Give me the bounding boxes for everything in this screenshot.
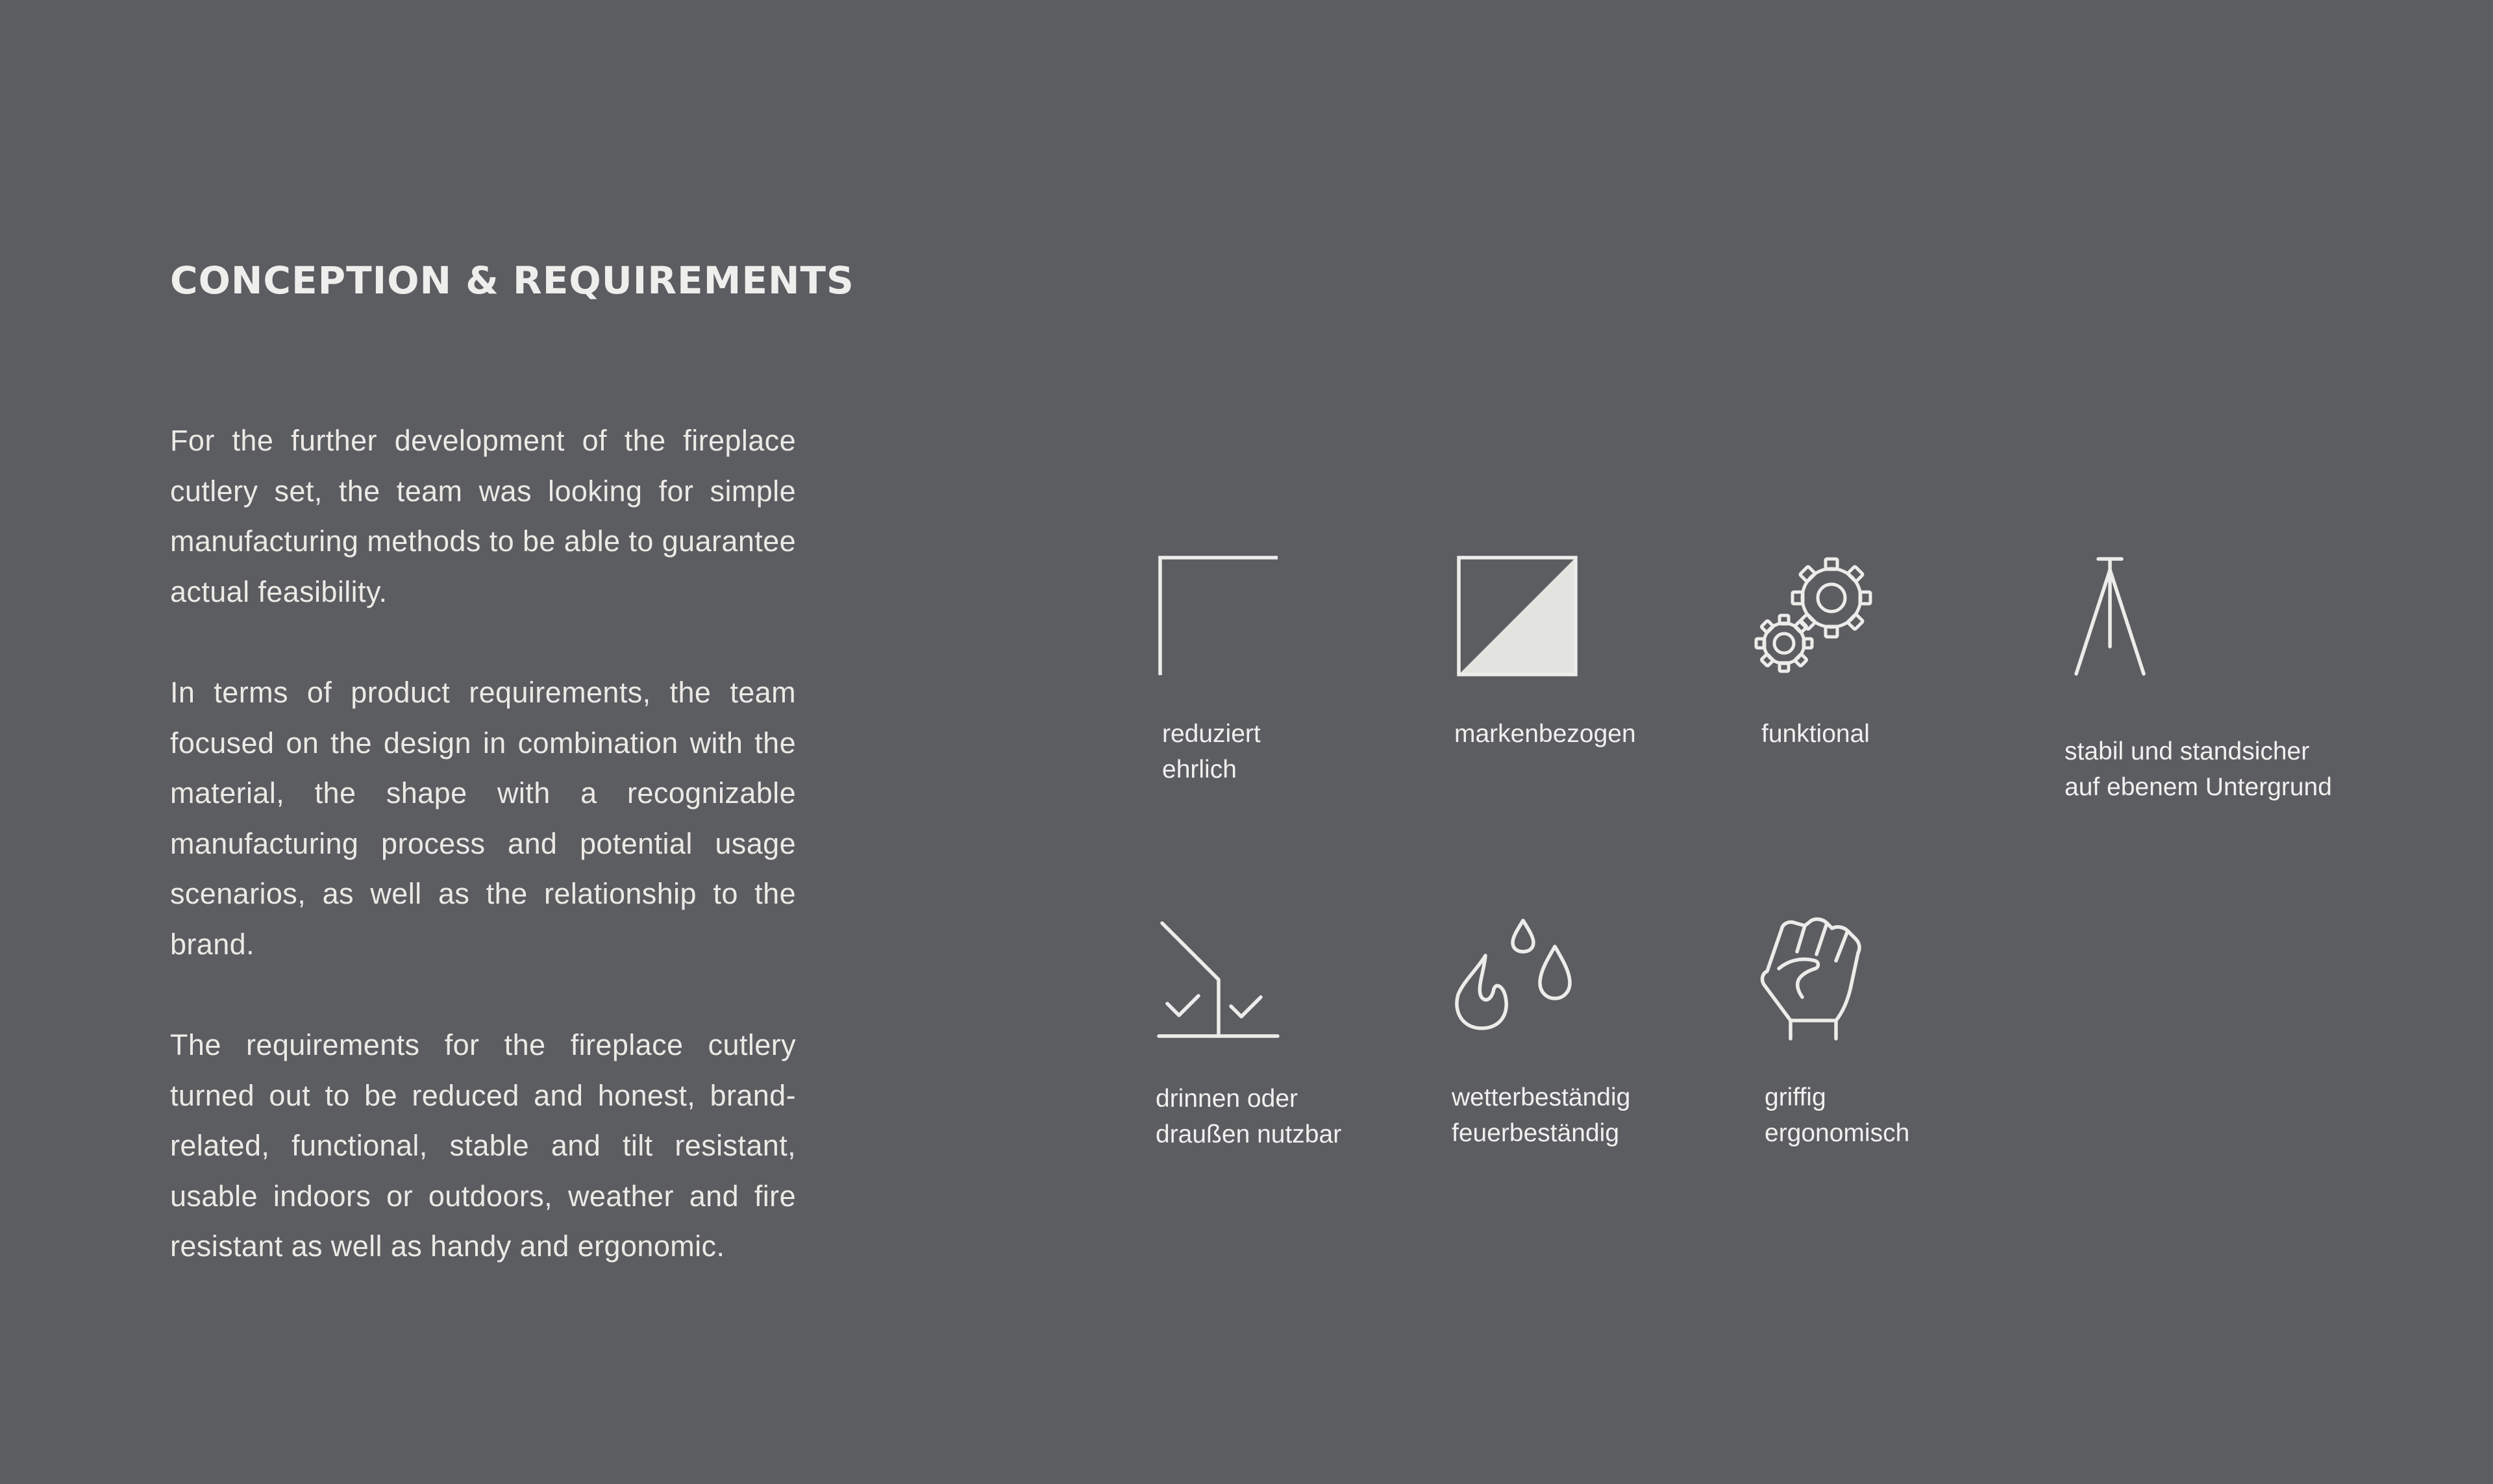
paragraph-cutlery-requirements: The requirements for the fireplace cutlery turned out to be reduced and honest, brand-related, functional, stable and tilt resistant, usable indoors or outdoors, weather and fire resistant as well as handy and ergonomic. [170, 1028, 796, 1263]
corner-icon [1158, 556, 1279, 676]
gears-icon [1755, 556, 1878, 676]
caption-line: auf ebenem Untergrund [2065, 773, 2332, 801]
requirement-drinnen-caption [1156, 1081, 1341, 1152]
requirement-wetterbestaendig-caption [1452, 1080, 1630, 1151]
caption-line: draußen nutzbar [1156, 1120, 1342, 1148]
caption-line: ehrlich [1162, 756, 1237, 784]
tripod-icon [2071, 556, 2149, 676]
paragraph-development: For the further development of the fireplace cutlery set, the team was looking for simple manufacturing methods to be able to guarantee actual feasibility. [170, 424, 796, 608]
caption-line: markenbezogen [1454, 720, 1636, 748]
paragraph-product-requirements: In terms of product requirements, the team focused on the design in combination with the material, the shape with a recognizable manufacturing process and potential usage scenarios, as well as the relationship to the brand. [170, 676, 796, 961]
caption-line: wetterbeständig [1452, 1083, 1631, 1111]
caption-line: ergonomisch [1765, 1119, 1910, 1147]
half-square-icon [1457, 556, 1578, 676]
caption-line: drinnen oder [1156, 1085, 1298, 1113]
requirement-stabil-caption [2065, 734, 2332, 805]
requirement-funktional-caption [1761, 716, 1870, 752]
description-text [170, 415, 796, 1322]
caption-line: griffig [1765, 1083, 1826, 1111]
caption-line: feuerbeständig [1452, 1119, 1620, 1147]
section-title: CONCEPTION & REQUIREMENTS [170, 258, 854, 303]
caption-line: reduziert [1162, 720, 1261, 748]
flame-drops-icon [1453, 918, 1583, 1035]
caption-line: funktional [1761, 720, 1870, 748]
fist-icon [1759, 918, 1863, 1040]
requirement-reduziert-caption [1162, 716, 1261, 787]
requirement-markenbezogen-caption [1454, 716, 1636, 752]
caption-line: stabil und standsicher [2065, 737, 2310, 765]
indoor-outdoor-check-icon [1157, 917, 1280, 1040]
requirement-griffig-caption [1765, 1080, 1909, 1151]
